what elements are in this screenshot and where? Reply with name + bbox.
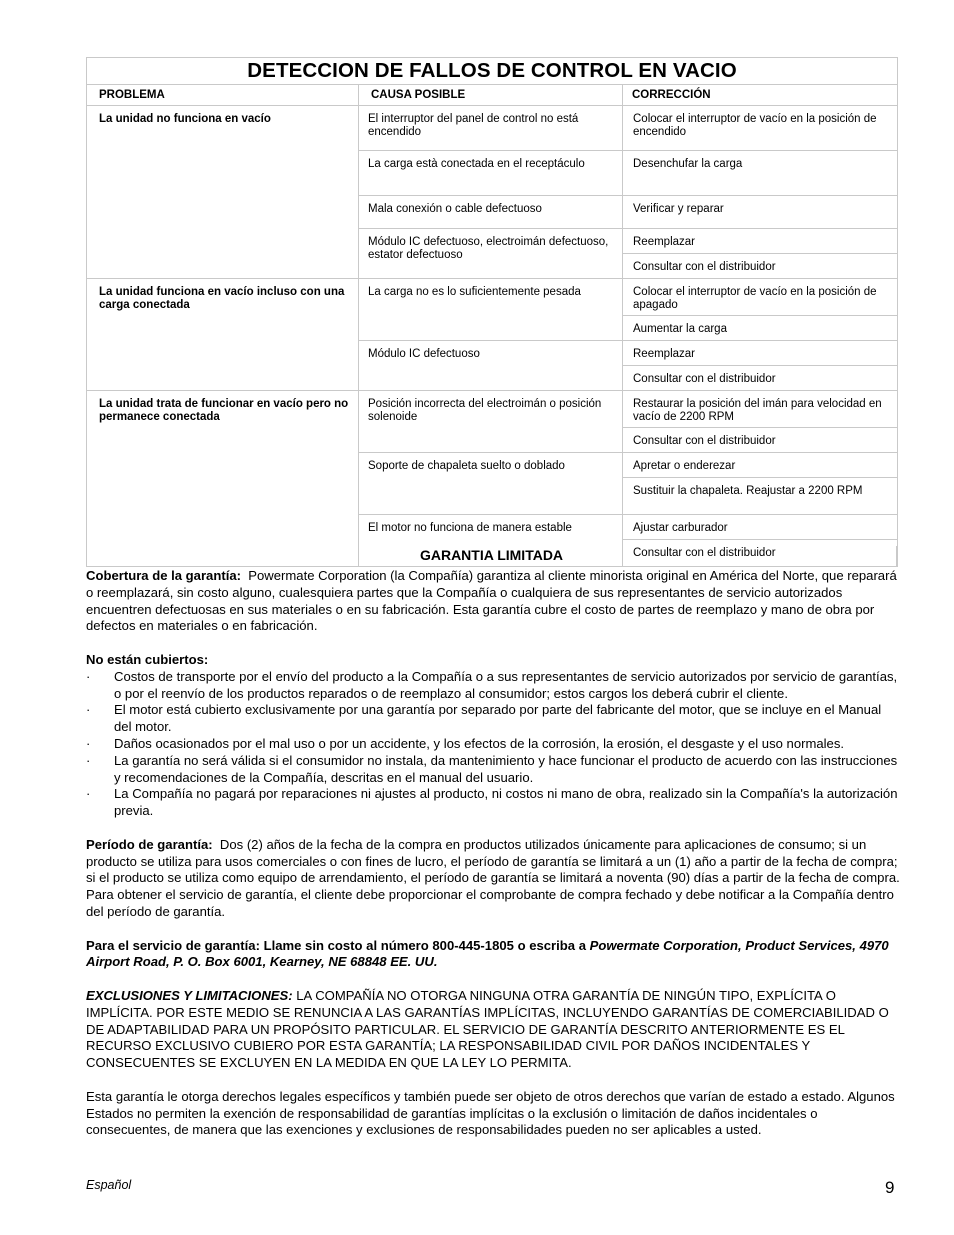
problem-cell: La unidad no funciona en vacío [87,106,359,279]
cause-cell: El interruptor del panel de control no está encendido [359,106,623,151]
not-covered-label: No están cubiertos: [86,651,209,667]
list-item: · Costos de transporte por el envío del producto a la Compañía o a sus representantes de servicio autorizados por servicio de garantías, o por el reenvío de los productos reparados o de reemplazo al consumidor; estos cargos los deberá cubrir el cliente. [86,668,898,701]
fix-cell: Colocar el interruptor de vacío en la posición de apagado [623,279,898,316]
cause-cell: Mala conexión o cable defectuoso [359,196,623,229]
exclusions-label: EXCLUSIONES Y LIMITACIONES: [86,987,293,1003]
list-item: · Daños ocasionados por el mal uso o por un accidente, y los efectos de la corrosión, la erosión, el desgaste y el uso normales. [86,735,845,751]
table-row [87,391,898,428]
cause-cell: La carga està conectada en el receptáculo [359,151,623,196]
fix-cell: Consultar con el distribuidor [623,254,898,279]
period-text: Dos (2) años de la fecha de la compra en productos utilizados únicamente para aplicaciones de consumo; si un producto se utiliza para usos comerciales o con fines de lucro, el período de garantía se limitará a un (1) año a partir de la fecha de compra; si el producto se utiliza como equipo de arrendamiento, el período de garantía se limitará a noventa (90) días a partir de la fecha de compra. Para obtener el servicio de garantía, el cliente debe proporcionar el comprobante de compra fechado y debe notificar a la Compañía dentro del período de garantía. [86,836,900,919]
page-number: 9 [885,1178,895,1197]
list-item: · La garantía no será válida si el consumidor no instala, da mantenimiento y hace funcionar el producto de acuerdo con las instrucciones y recomendaciones de la Compañía, descritas en el manual del usuario. [86,752,898,785]
exclusions-paragraph [86,988,901,1072]
cause-cell: El motor no funciona de manera estable [359,515,623,567]
fix-cell: Reemplazar [623,229,898,254]
cause-cell: Módulo IC defectuoso [359,341,623,391]
list-item: · El motor está cubierto exclusivamente por una garantía por separado por parte del fabricante del motor, que se incluye en el Manual del motor. [86,702,882,735]
fix-cell: Consultar con el distribuidor [623,428,898,453]
problem-cell: La unidad trata de funcionar en vacío pero no permanece conectada [87,391,359,567]
cause-cell: Módulo IC defectuoso, electroimán defectuoso, estator defectuoso [359,229,623,279]
cause-cell: La carga no es lo suficientemente pesada [359,279,623,341]
table-row [87,279,898,316]
header-correccion: CORRECCIÓN [623,85,898,106]
fix-cell: Restaurar la posición del imán para velocidad en vacío de 2200 RPM [623,391,898,428]
exclusions-text: LA COMPAÑÍA NO OTORGA NINGUNA OTRA GARANTÍA DE NINGÚN TIPO, EXPLÍCITA O IMPLÍCITA. POR ESTE MEDIO SE RENUNCIA A LAS GARANTÍAS IMPLÍCITAS, INCLUYENDO GARANTÍAS DE COMERCIABILIDAD O DE ADAPTABILIDAD PARA UN PROPÓSITO PARTICULAR. EL SERVICIO DE GARANTÍA DESCRITO ANTERIORMENTE ES EL RECURSO EXCLUSIVO CUBIERO POR ESTA GARANTÍA; LA RESPONSABILIDAD CIVIL POR DAÑOS INCIDENTALES Y CONSECUENTES SE EXCLUYEN EN LA MEDIDA EN QUE LA LEY LO PERMITA. [86,987,889,1071]
coverage-label: Cobertura de la garantía: [86,568,241,583]
coverage-text: Powermate Corporation (la Compañía) garantiza al cliente minorista original en América del Norte, que reparará o reemplazará, sin costo alguno, cualesquiera partes que la Compañía o cualquiera de sus representantes de servicio autorizados encuentren defectuosas en sus materiales o en su fabricación. Esta garantía cubre el costo de partes de reemplazo y mano de obra por defectos en materiales o en fabricación. [86,568,897,634]
cause-cell: Soporte de chapaleta suelto o doblado [359,453,623,515]
bullet-icon: · [86,735,91,751]
cause-cell: Posición incorrecta del electroimán o posición solenoide [359,391,623,453]
service-address: Powermate Corporation, Product Services, 4970 Airport Road, P. O. Box 6001, Kearney, NE 68848 EE. UU. [86,937,889,970]
coverage-paragraph [86,568,901,635]
fix-cell: Reemplazar [623,341,898,366]
bullet-icon: · [86,668,91,684]
closing-paragraph: Esta garantía le otorga derechos legales específicos y también puede ser objeto de otros derechos que varían de estado a estado. Algunos Estados no permiten la exención de responsabilidad de garantías implícitas o la exclusión o limitación de daños incidentales o consecuentes, de manera que las exenciones y exclusiones de responsabilidades pueden no ser aplicables a usted. [86,1088,895,1138]
warranty-title: GARANTIA LIMITADA [419,547,564,563]
bullet-icon: · [86,702,91,718]
service-paragraph [86,938,901,972]
not-covered-list [86,669,901,820]
period-label: Período de garantía: [86,836,213,852]
header-problema: PROBLEMA [87,85,359,106]
fix-cell: Desenchufar la carga [623,151,898,196]
warranty-body [86,568,901,1139]
bullet-icon: · [86,752,91,768]
service-label: Para el servicio de garantía: Llame sin costo al número 800-445-1805 o escriba a [86,937,590,953]
table-title: DETECCION DE FALLOS DE CONTROL EN VACIO [87,58,898,85]
header-causa: CAUSA POSIBLE [359,85,623,106]
fix-cell: Aumentar la carga [623,316,898,341]
fix-cell: Consultar con el distribuidor [623,366,898,391]
warranty-header-band [86,546,897,567]
bullet-icon: · [86,786,91,802]
fix-cell: Consultar con el distribuidor [623,540,898,567]
fix-cell: Colocar el interruptor de vacío en la posición de encendido [623,106,898,151]
period-paragraph [86,837,901,921]
fix-cell: Verificar y reparar [623,196,898,229]
list-item: · La Compañía no pagará por reparaciones ni ajustes al producto, ni costos ni mano de obra, realizado sin la Compañía's la autorización previa. [86,786,898,819]
fix-cell: Sustituir la chapaleta. Reajustar a 2200 RPM [623,478,898,515]
table-header-row [87,85,898,106]
fix-cell: Apretar o enderezar [623,453,898,478]
fix-cell: Ajustar carburador [623,515,898,540]
troubleshooting-table [86,57,898,567]
footer-language: Español [86,1178,132,1192]
table-row [87,106,898,151]
problem-cell: La unidad funciona en vacío incluso con una carga conectada [87,279,359,391]
